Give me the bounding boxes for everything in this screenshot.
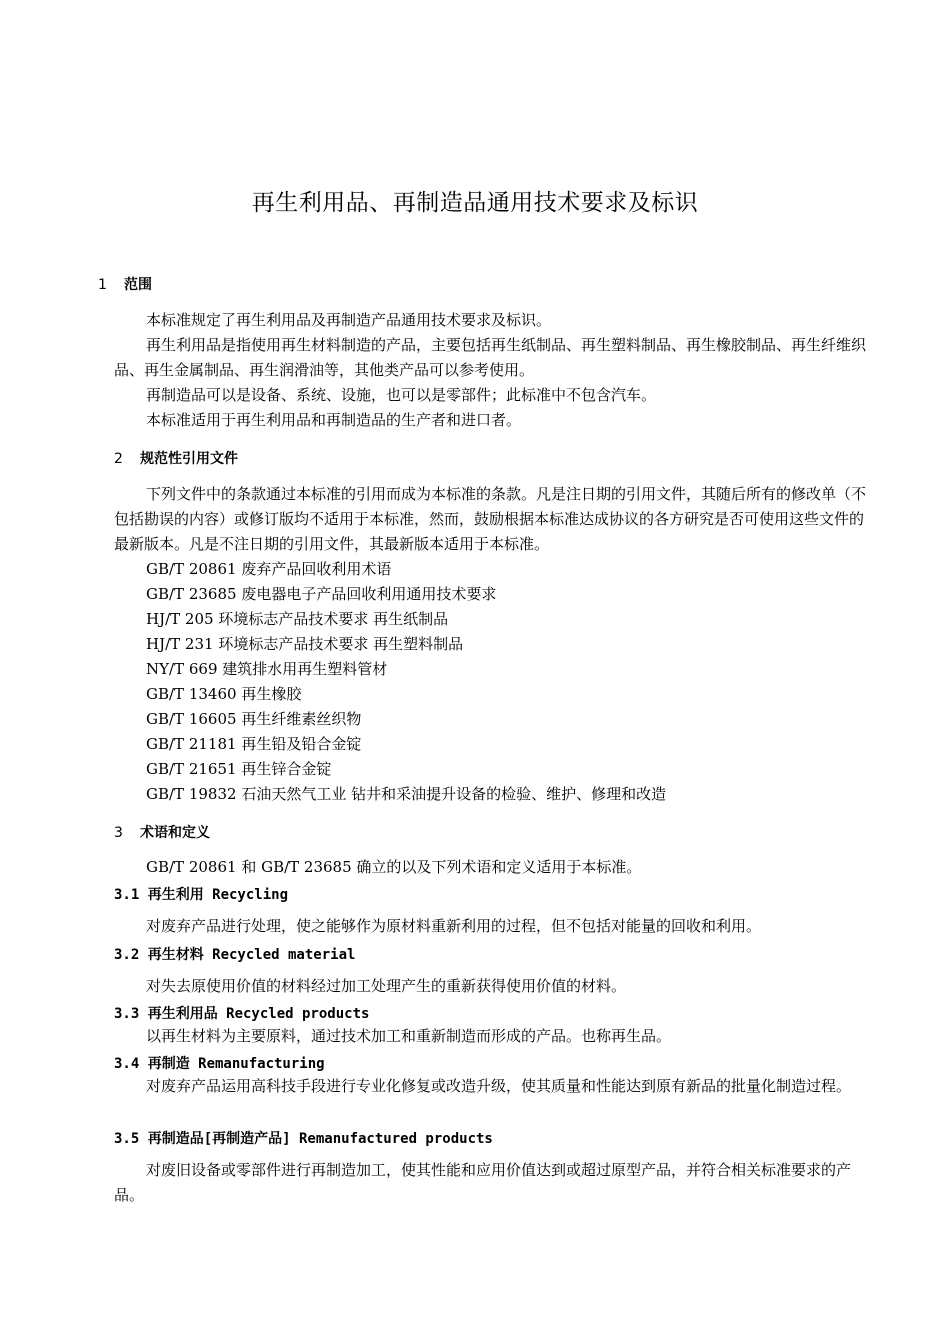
section-title: 范围 bbox=[124, 277, 152, 293]
term-definition: 对废旧设备或零部件进行再制造加工，使其性能和应用价值达到或超过原型产品，并符合相关标准要求的产品。 bbox=[114, 1161, 852, 1204]
reference-item: GB/T 13460 再生橡胶 bbox=[146, 685, 302, 703]
document-title: 再生利用品、再制造品通用技术要求及标识 bbox=[251, 190, 699, 216]
term-heading: 3.1 再生利用 Recycling bbox=[114, 887, 289, 903]
section-number: 1 bbox=[98, 277, 107, 293]
reference-item: GB/T 21181 再生铅及铅合金锭 bbox=[146, 735, 362, 753]
term-heading: 3.3 再生利用品 Recycled products bbox=[114, 1006, 370, 1022]
reference-item: GB/T 21651 再生锌合金锭 bbox=[146, 760, 332, 778]
reference-item: GB/T 23685 废电器电子产品回收利用通用技术要求 bbox=[146, 585, 497, 603]
reference-item: GB/T 20861 废弃产品回收利用术语 bbox=[146, 560, 392, 578]
term-heading: 3.5 再制造品[再制造产品] Remanufactured products bbox=[114, 1131, 493, 1147]
paragraph: GB/T 20861 和 GB/T 23685 确立的以及下列术语和定义适用于本标准。 bbox=[146, 858, 642, 876]
term-heading: 3.2 再生材料 Recycled material bbox=[114, 947, 356, 963]
paragraph: 再生利用品是指使用再生材料制造的产品，主要包括再生纸制品、再生塑料制品、再生橡胶制品、再生纤维织品、再生金属制品、再生润滑油等，其他类产品可以参考使用。 bbox=[114, 336, 867, 379]
reference-item: NY/T 669 建筑排水用再生塑料管材 bbox=[146, 660, 388, 678]
term-definition: 对废弃产品进行处理，使之能够作为原材料重新利用的过程，但不包括对能量的回收和利用。 bbox=[146, 917, 762, 935]
section-number: 2 bbox=[114, 451, 123, 467]
term-definition: 以再生材料为主要原料，通过技术加工和重新制造而形成的产品。也称再生品。 bbox=[146, 1027, 672, 1045]
section-number: 3 bbox=[114, 825, 123, 841]
reference-item: HJ/T 231 环境标志产品技术要求 再生塑料制品 bbox=[146, 635, 464, 653]
section-heading-terms bbox=[114, 822, 210, 842]
section-heading-scope bbox=[98, 274, 152, 294]
section-title: 术语和定义 bbox=[140, 825, 210, 841]
reference-item: HJ/T 205 环境标志产品技术要求 再生纸制品 bbox=[146, 610, 449, 628]
term-definition: 对废弃产品运用高科技手段进行专业化修复或改造升级，使其质量和性能达到原有新品的批量化制造过程。 bbox=[146, 1077, 852, 1095]
paragraph: 本标准适用于再生利用品和再制造品的生产者和进口者。 bbox=[146, 411, 522, 429]
term-heading: 3.4 再制造 Remanufacturing bbox=[114, 1056, 325, 1072]
section-heading-normative-references bbox=[114, 448, 238, 468]
section-title: 规范性引用文件 bbox=[140, 451, 238, 467]
paragraph: 本标准规定了再生利用品及再制造产品通用技术要求及标识。 bbox=[146, 311, 552, 329]
reference-item: GB/T 16605 再生纤维素丝织物 bbox=[146, 710, 362, 728]
reference-item: GB/T 19832 石油天然气工业 钻井和采油提升设备的检验、维护、修理和改造 bbox=[146, 785, 667, 803]
paragraph: 再制造品可以是设备、系统、设施，也可以是零部件；此标准中不包含汽车。 bbox=[146, 386, 657, 404]
paragraph: 下列文件中的条款通过本标准的引用而成为本标准的条款。凡是注日期的引用文件，其随后所有的修改单（不包括勘误的内容）或修订版均不适用于本标准，然而，鼓励根据本标准达成协议的各方研究是否可使用这些文件的最新版本。凡是不注日期的引用文件，其最新版本适用于本标准。 bbox=[114, 485, 867, 553]
term-definition: 对失去原使用价值的材料经过加工处理产生的重新获得使用价值的材料。 bbox=[146, 977, 627, 995]
